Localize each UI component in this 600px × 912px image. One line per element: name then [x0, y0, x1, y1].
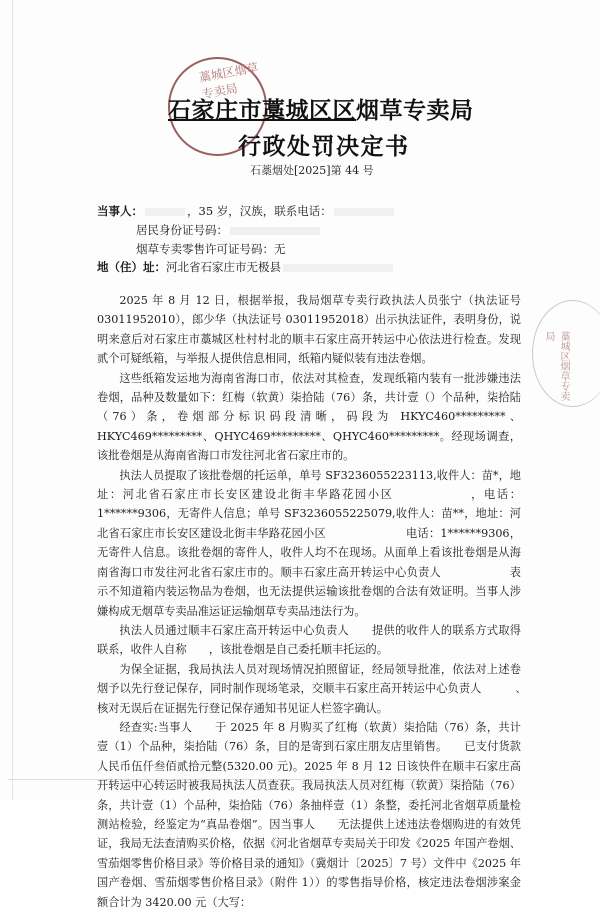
redacted-address	[283, 264, 393, 272]
seal-side-text: 藁城区烟草专卖局	[543, 331, 569, 401]
address-label: 地（住）址：	[97, 260, 166, 274]
address-line	[97, 259, 395, 275]
document-number: 石藁烟处[2025]第 44 号	[250, 164, 374, 177]
paragraph-inspection: 2025 年 8 月 12 日，根据举报，我局烟草专卖行政执法人员张宁（执法证号 03011952010），郎少华（执法证号 03011952018）出示执法证件，表明身份，说明来意后对石家庄市藁城区杜村村北的顺丰石家庄高开转运中心依法进行检查。发现贰个可疑纸箱，与举报人提供信息相同，纸箱内疑似装有违法卷烟。	[97, 294, 521, 366]
redacted-phone	[334, 208, 394, 216]
redacted-id	[230, 227, 320, 235]
document-body	[97, 291, 544, 912]
document-title: 行政处罚决定书	[238, 134, 410, 160]
id-line	[136, 222, 322, 238]
id-label: 居民身份证号码：	[136, 223, 228, 237]
agency-name-suffix: 烟草专卖局	[356, 98, 474, 124]
paragraph-evidence: 为保全证据，我局执法人员对现场情况拍照留证，经局领导批准，依法对上述卷烟予以先行登记保存，同时制作现场笔录，交顺丰石家庄高开转运中心负责人 、 核对无误后在证据先行登记保存通知书见证人栏签字确认。	[97, 662, 544, 715]
seal-text: 藁城区烟草专卖局	[197, 60, 260, 102]
scan-edge-left	[12, 0, 13, 800]
paragraph-verification: 经查实:当事人 于 2025 年 8 月购买了红梅（软黄）柒拾陆（76）条，共计壹（1）个品种，柒拾陆（76）条，目的是寄到石家庄朋友店里销售。 已支付货款人民币伍仟叁佰贰拾元整(5320.00 元)。2025 年 8 月 12 日该快件在顺丰石家庄高开转运中心转运时被我局执法人员查获。我局执法人员对红梅（软黄）柒拾陆（76）条，共计壹（1）个品种，柒拾陆（76）条抽样壹（1）条整，委托河北省烟草质量检测站检验，经鉴定为“真品卷烟”。因当事人 无法提供上述违法卷烟购进的有效凭证，我局无法查清购买价格，依据《河北省烟草专卖局关于印发《2025 年国产卷烟、雪茄烟零售价格目录》等价格目录的通知》（冀烟计〔2025〕7 号）文件中《2025 年国产卷烟、雪茄烟零售价格目录》（附件 1））的零售指导价格，核定违法卷烟涉案金额合计为 3420.00 元（大写：	[97, 720, 521, 909]
party-label: 当事人：	[97, 204, 143, 218]
agency-name	[168, 92, 474, 125]
agency-name-prefix: 石家庄市藁城区区	[168, 98, 356, 124]
paragraph-contact: 执法人员通过顺丰石家庄高开转运中心负责人 提供的收件人的联系方式取得联系，收件人自称 ，该批卷烟是自己委托顺丰托运的。	[97, 623, 521, 657]
party-age: ，35 岁，汉族，联系电话：	[187, 204, 332, 218]
license-line	[136, 241, 286, 257]
license-label: 烟草专卖零售许可证号码：无	[136, 242, 286, 256]
address-value: 河北省石家庄市无极县	[166, 260, 281, 274]
paragraph-waybill: 执法人员提取了该批卷烟的托运单，单号 SF3236055223113,收件人：苗*，地址：河北省石家庄市长安区建设北街丰华路花园小区 ，电话：1******9306，无寄件人信息；单号 SF3236055225079,收件人：苗**，地址：河北省石家庄市长安区建设北街丰华路花园小区 电话：1******9306，无寄件人信息。该批卷烟的寄件人，收件人均不在现场。从面单上看该批卷烟是从海南省海口市发往河北省石家庄市的。顺丰石家庄高开转运中心负责人 表示不知道箱内装运物品为卷烟，也无法提供运输该批卷烟的合法有效证明。当事人涉嫌构成无烟草专卖品准运证运输烟草专卖品违法行为。	[97, 468, 521, 618]
paragraph-findings: 这些纸箱发运地为海南省海口市，依法对其检查，发现纸箱内装有一批涉嫌违法卷烟，品种及数量如下：红梅（软黄）柒拾陆（76）条，共计壹（）个品种，柒拾陆（76）条，卷烟部分标识码段清晰，码段为 HKYC460*********、HKYC469*********、QHYC469*********、QHYC460*********。经现场调查，该批卷烟是从海南省海口市发往河北省石家庄市的。	[97, 371, 521, 463]
official-seal-side	[532, 300, 600, 407]
redacted-name	[145, 208, 185, 216]
party-line	[97, 203, 396, 219]
